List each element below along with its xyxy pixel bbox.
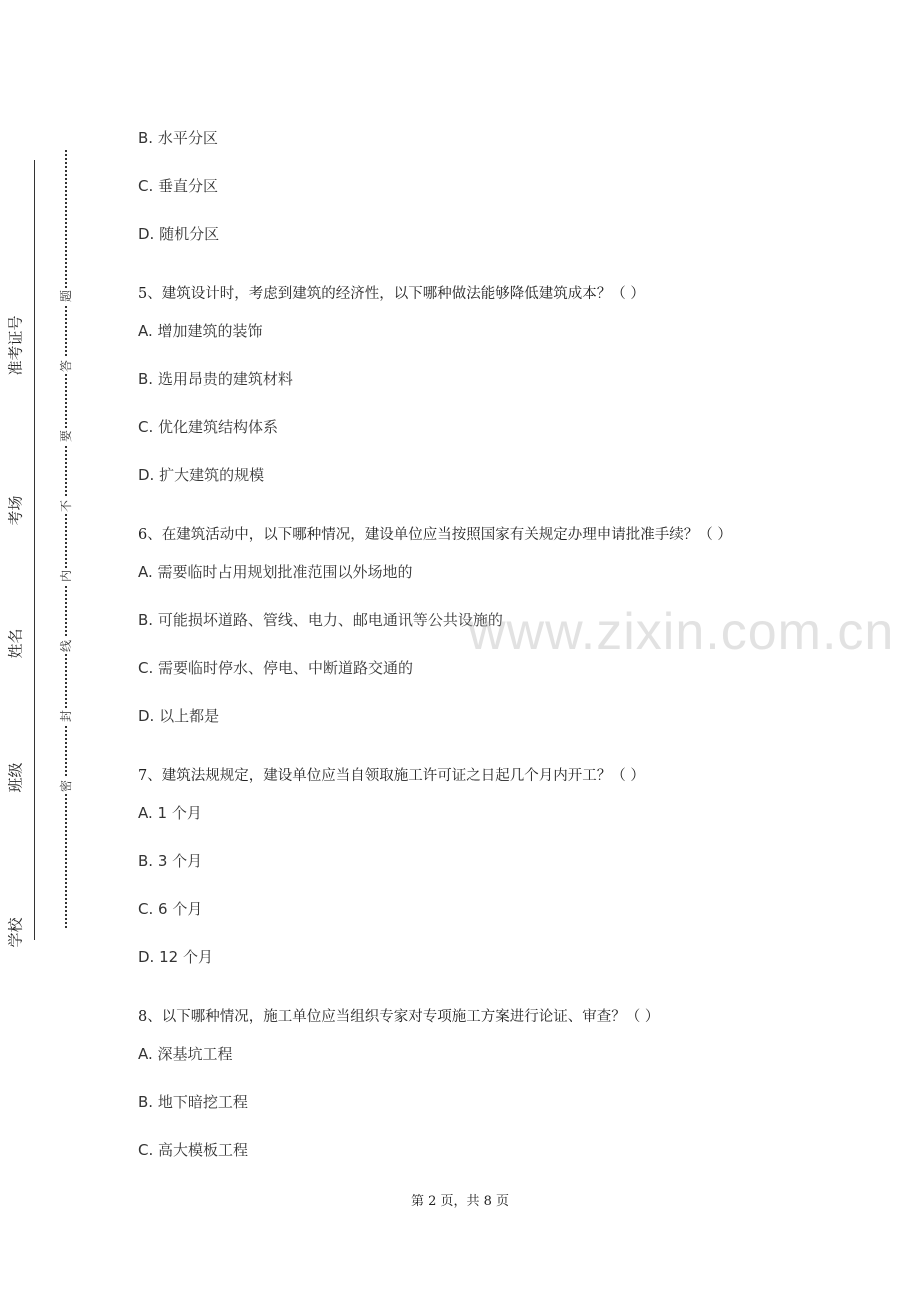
- label-name: 姓名: [6, 628, 25, 659]
- seal-char: 密: [59, 780, 73, 793]
- seal-char: 不: [59, 500, 73, 513]
- option-5d: D. 扩大建筑的规模: [138, 466, 265, 484]
- option-8c: C. 高大模板工程: [138, 1141, 249, 1159]
- option-8b: B. 地下暗挖工程: [138, 1093, 248, 1111]
- option-6a: A. 需要临时占用规划批准范围以外场地的: [138, 563, 413, 581]
- option-7a: A. 1 个月: [138, 804, 202, 822]
- option-7d: D. 12 个月: [138, 948, 213, 966]
- option-4b: B. 水平分区: [138, 129, 218, 147]
- option-6b: B. 可能损坏道路、管线、电力、邮电通讯等公共设施的: [138, 611, 503, 629]
- label-school: 学校: [6, 917, 25, 948]
- seal-char: 封: [59, 710, 73, 723]
- option-5a: A. 增加建筑的装饰: [138, 322, 263, 340]
- option-7c: C. 6 个月: [138, 900, 203, 918]
- option-4d: D. 随机分区: [138, 225, 220, 243]
- question-7: 7、建筑法规规定，建设单位应当自领取施工许可证之日起几个月内开工？（ ）: [138, 768, 645, 784]
- label-class: 班级: [6, 762, 25, 793]
- binding-dotted-line: [65, 150, 67, 928]
- question-6: 6、在建筑活动中，以下哪种情况，建设单位应当按照国家有关规定办理申请批准手续？（ ）: [138, 527, 732, 543]
- seal-char: 线: [59, 640, 73, 653]
- page-footer: 第 2 页，共 8 页: [410, 1194, 510, 1209]
- label-exam-number: 准考证号: [6, 315, 25, 376]
- binding-solid-line: [34, 160, 35, 940]
- option-8a: A. 深基坑工程: [138, 1045, 233, 1063]
- seal-char: 答: [59, 360, 73, 373]
- option-5c: C. 优化建筑结构体系: [138, 418, 279, 436]
- question-8: 8、以下哪种情况，施工单位应当组织专家对专项施工方案进行论证、审查？（ ）: [138, 1009, 660, 1025]
- watermark: www.zixin.com.cn: [468, 603, 895, 661]
- option-6c: C. 需要临时停水、停电、中断道路交通的: [138, 659, 414, 677]
- seal-char: 内: [59, 570, 73, 583]
- option-7b: B. 3 个月: [138, 852, 203, 870]
- seal-char: 要: [59, 430, 73, 443]
- option-5b: B. 选用昂贵的建筑材料: [138, 370, 293, 388]
- option-6d: D. 以上都是: [138, 707, 220, 725]
- option-4c: C. 垂直分区: [138, 177, 219, 195]
- question-5: 5、建筑设计时，考虑到建筑的经济性，以下哪种做法能够降低建筑成本？（ ）: [138, 286, 645, 302]
- label-exam-room: 考场: [6, 495, 25, 526]
- seal-char: 题: [59, 290, 73, 303]
